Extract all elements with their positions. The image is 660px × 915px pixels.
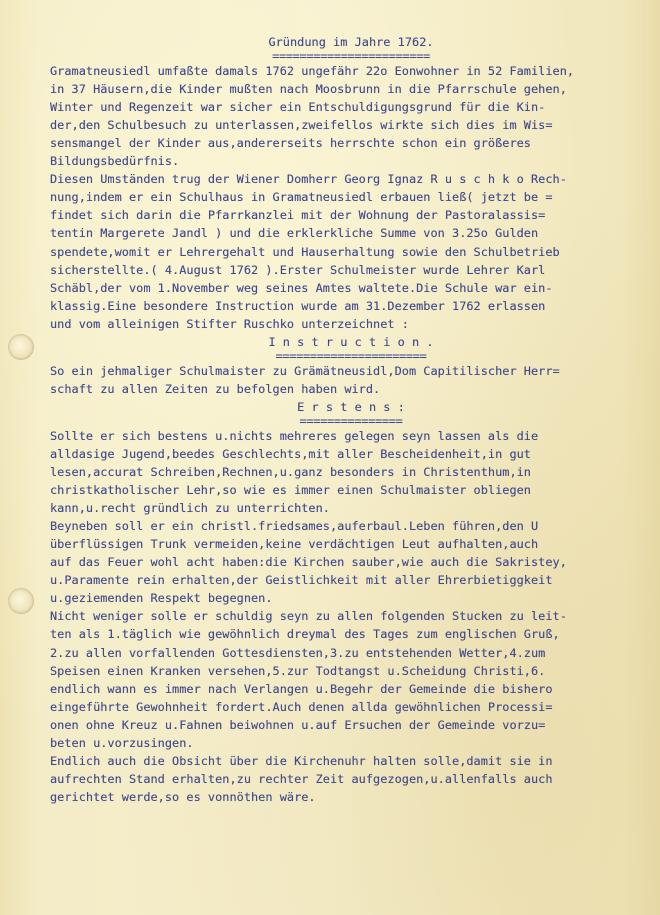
text-line: lesen,accurat Schreiben,Rechnen,u.ganz besonders in Christenthum,in (50, 465, 531, 480)
text-line: klassig.Eine besondere Instruction wurde am 31.Dezember 1762 erlassen (50, 298, 546, 313)
text-line: u.geziemenden Respekt begegnen. (50, 591, 273, 606)
text-line: auf das Feuer wohl acht haben:die Kirchen sauber,wie auch die Sakristey, (50, 555, 567, 570)
text-line: sicherstellte.( 4.August 1762 ).Erster Schulmeister wurde Lehrer Karl (50, 262, 546, 277)
text-line: Beyneben soll er ein christl.friedsames,auferbaul.Leben führen,den U (50, 519, 539, 534)
text-line: in 37 Häusern,die Kinder mußten nach Moosbrunn in die Pfarrschule gehen, (50, 82, 567, 97)
text-line: Endlich auch die Obsicht über die Kirchenuhr halten solle,damit sie in (50, 753, 553, 768)
text-line: kann,u.recht gründlich zu unterrichten. (50, 501, 330, 516)
text-line: onen ohne Kreuz u.Fahnen beiwohnen u.auf Ersuchen der Gemeinde vorzu= (50, 717, 546, 732)
punch-hole (8, 588, 34, 614)
text-line: und vom alleinigen Stifter Ruschko unterzeichnet : (50, 316, 409, 331)
instruction-underline: ====================== (275, 348, 427, 363)
text-line: eingeführte Gewohnheit fordert.Auch denen allda gewöhnlichen Processi= (50, 699, 553, 714)
text-line: nung,indem er ein Schulhaus in Gramatneusiedl erbauen ließ( jetzt be = (50, 190, 553, 205)
text-line: alldasige Jugend,beedes Geschlechts,mit aller Bescheidenheit,in gut (50, 446, 531, 461)
text-line: der,den Schulbesuch zu unterlassen,zweifellos wirkte sich dies im Wis= (50, 118, 553, 133)
text-line: ten als 1.täglich wie gewöhnlich dreymal des Tages zum englischen Gruß, (50, 627, 560, 642)
text-line: beten u.vorzusingen. (50, 735, 194, 750)
text-line: tentin Margerete Jandl ) und die erklerkliche Summe von 3.25o Gulden (50, 226, 539, 241)
text-line: überflüssigen Trunk vermeiden,keine verdächtigen Leut aufhalten,auch (50, 537, 539, 552)
text-line: Diesen Umständen trug der Wiener Domherr Georg Ignaz R u s c h k o Rech- (50, 172, 567, 187)
text-line: gerichtet werde,so es vonnöthen wäre. (50, 789, 316, 804)
text-line: u.Paramente rein erhalten,der Geistlichkeit mit aller Ehrerbietiggkeit (50, 573, 553, 588)
text-line: So ein jehmaliger Schulmaister zu Grämätneusidl,Dom Capitilischer Herr= (50, 363, 560, 378)
text-line: Bildungsbedürfnis. (50, 154, 180, 169)
text-line: christkatholischer Lehr,so wie es immer einen Schulmaister obliegen (50, 483, 531, 498)
text-line: findet sich darin die Pfarrkanzlei mit der Wohnung der Pastoralassis= (50, 208, 546, 223)
title-underline: ======================= (272, 49, 430, 64)
text-line: 2.zu allen vorfallenden Gottesdiensten,3.zu entstehenden Wetter,4.zum (50, 645, 546, 660)
erstens-heading: E r s t e n s : (297, 399, 405, 414)
text-line: Winter und Regenzeit war sicher ein Entschuldigungsgrund für die Kin- (50, 100, 546, 115)
erstens-underline: =============== (299, 413, 403, 428)
document-title: Gründung im Jahre 1762. (268, 35, 434, 49)
text-line: sensmangel der Kinder aus,andererseits herrschte schon ein größeres (50, 136, 531, 151)
document-body (50, 33, 652, 806)
text-line: Speisen einen Kranken versehen,5.zur Todtangst u.Scheidung Christi,6. (50, 663, 546, 678)
text-line: Gramatneusiedl umfaßte damals 1762 ungefähr 22o Eonwohner in 52 Familien, (50, 64, 575, 79)
text-line: Sollte er sich bestens u.nichts mehreres gelegen seyn lassen als die (50, 428, 539, 443)
text-line: endlich wann es immer nach Verlangen u.Begehr der Gemeinde die bishero (50, 681, 553, 696)
text-line: Schäbl,der vom 1.November weg seines Amtes waltete.Die Schule war ein- (50, 280, 553, 295)
text-line: Nicht weniger solle er schuldig seyn zu allen folgenden Stucken zu leit- (50, 609, 567, 624)
text-line: spendete,womit er Lehrergehalt und Hauserhaltung sowie den Schulbetrieb (50, 244, 560, 259)
punch-hole (8, 334, 34, 360)
text-line: schaft zu allen Zeiten zu befolgen haben wird. (50, 381, 381, 396)
text-line: aufrechten Stand erhalten,zu rechter Zeit aufgezogen,u.allenfalls auch (50, 771, 553, 786)
instruction-heading: I n s t r u c t i o n . (268, 334, 434, 349)
